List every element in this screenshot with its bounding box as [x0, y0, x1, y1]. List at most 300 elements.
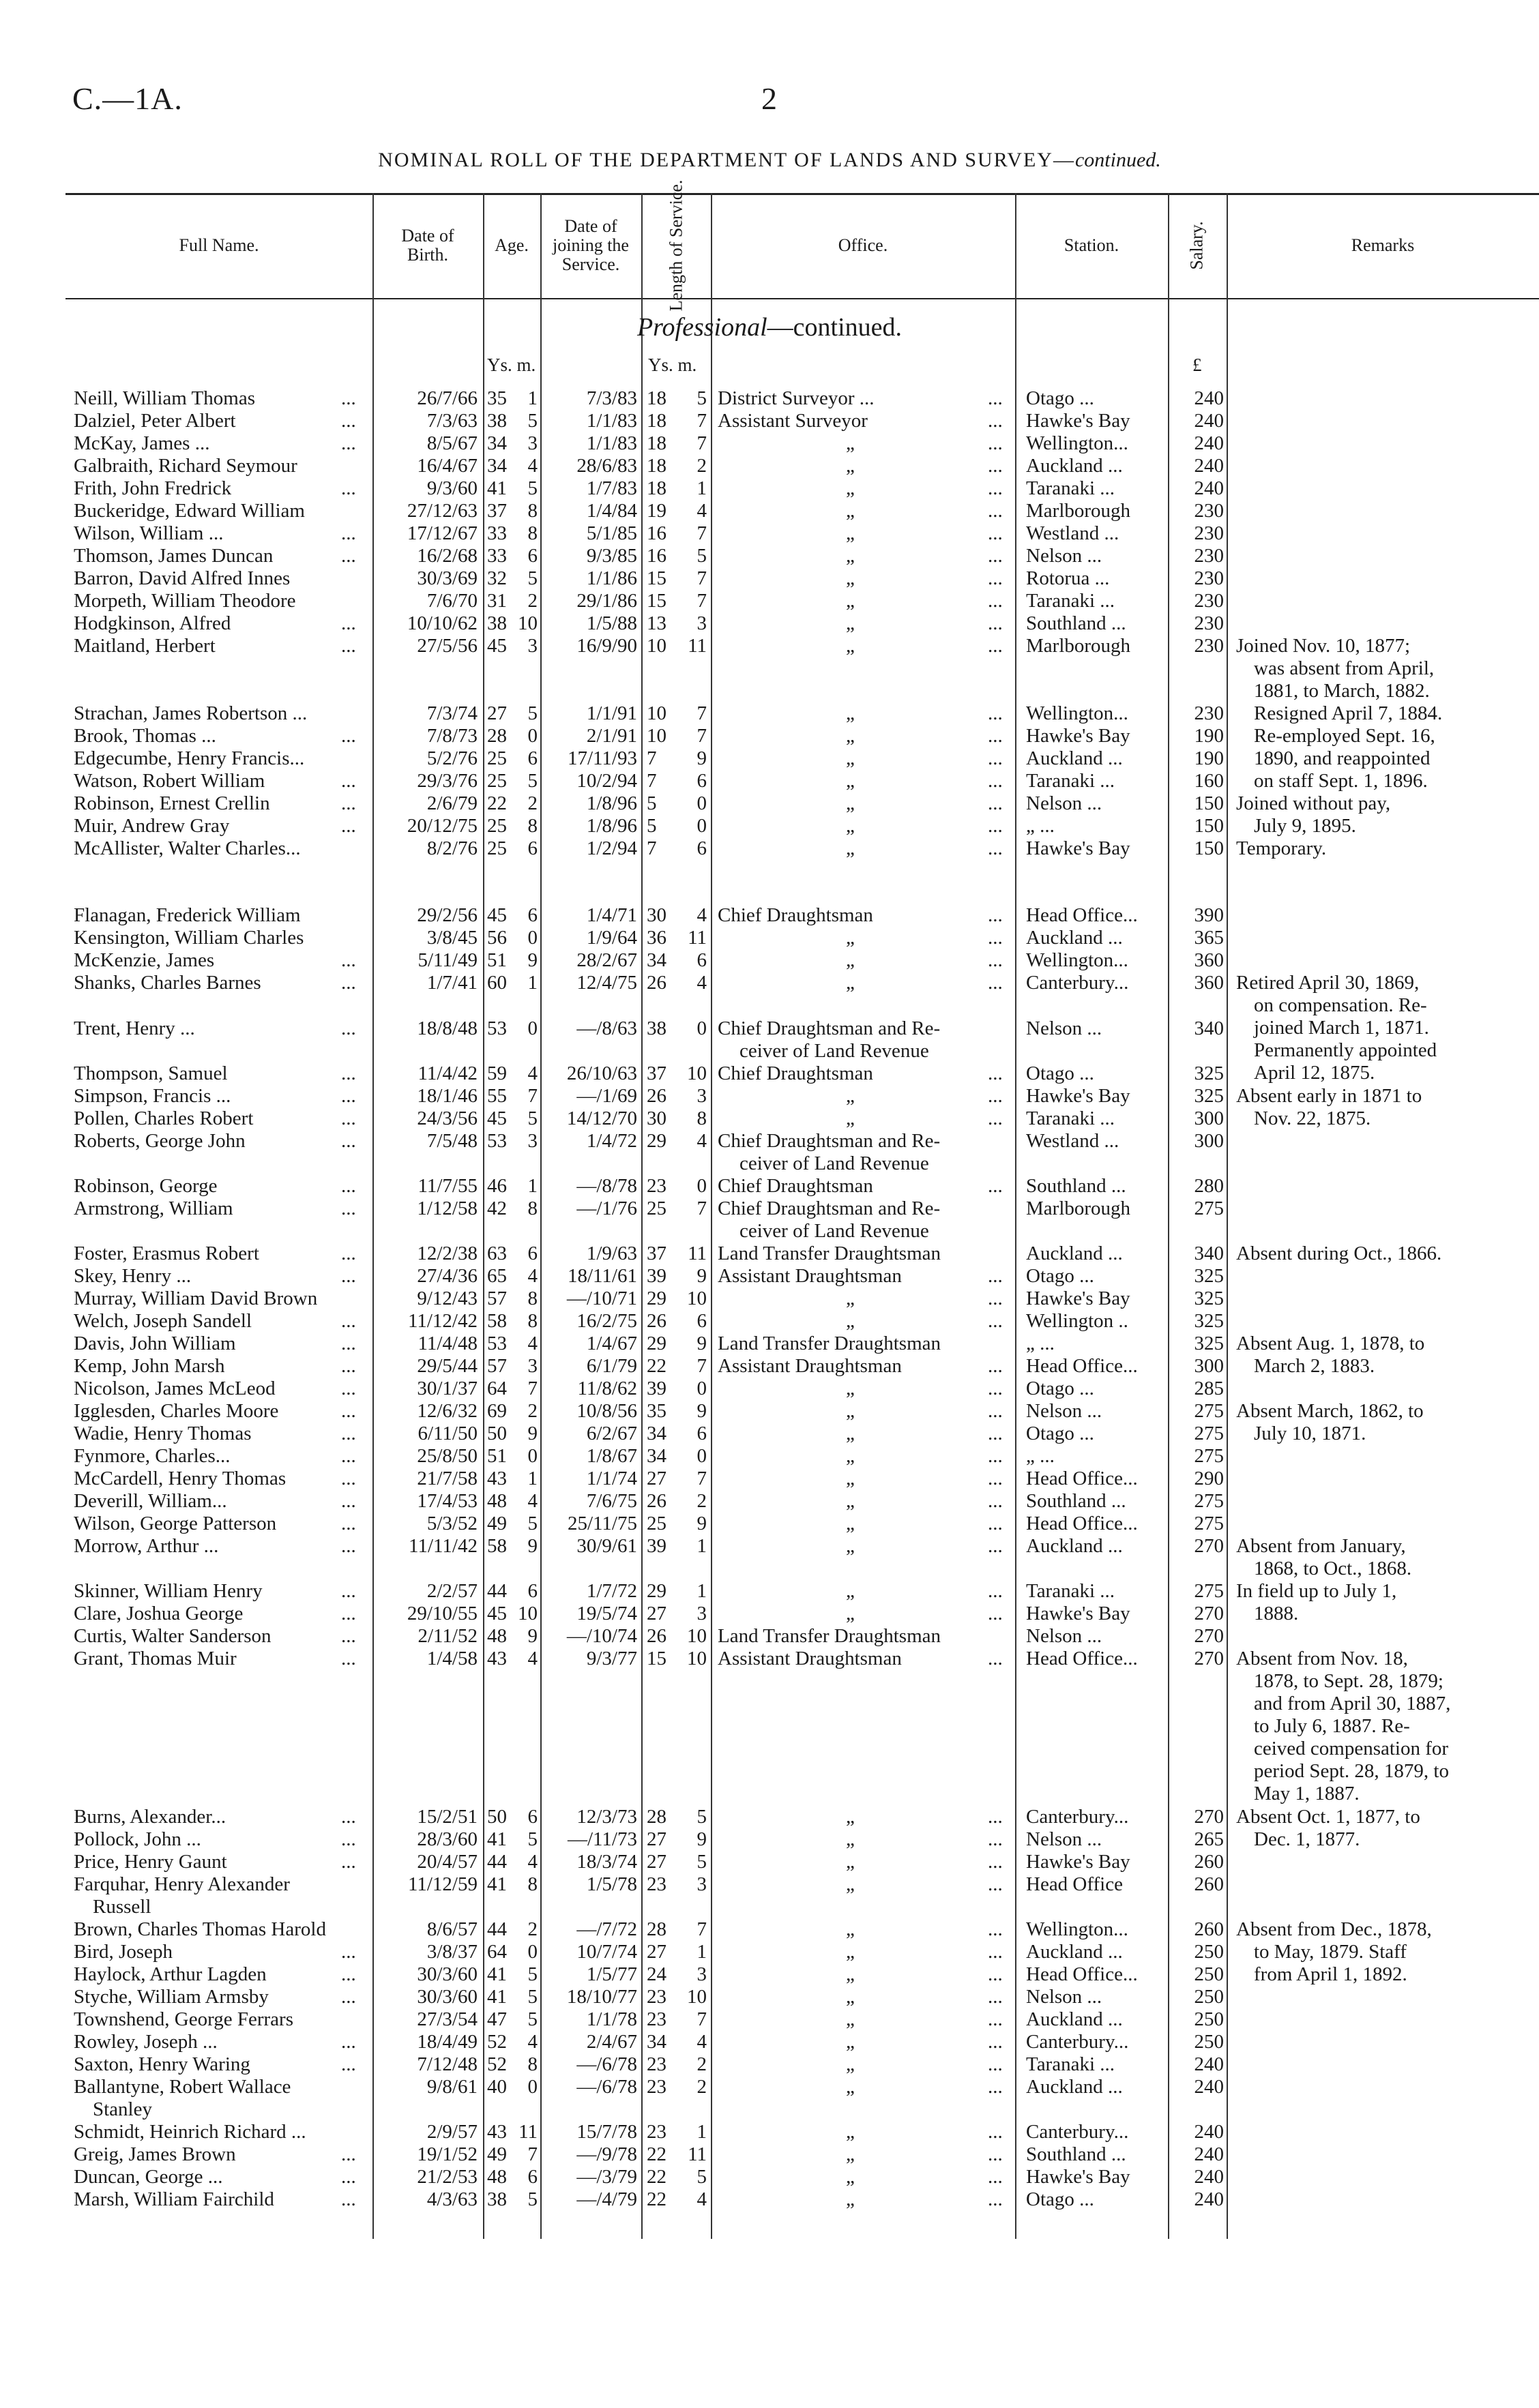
row-service-years: 37 [647, 1062, 666, 1084]
row-age-years: 60 [487, 972, 507, 994]
row-age-months: 8 [527, 2053, 538, 2075]
row-office: „ [846, 1445, 855, 1467]
row-service-months: 10 [687, 1625, 707, 1647]
row-joined-date: —/6/78 [576, 2053, 637, 2075]
row-age-months: 0 [527, 1445, 538, 1467]
row-salary: 240 [1194, 2121, 1224, 2143]
row-station: Westland ... [1026, 522, 1119, 544]
row-service-months: 3 [697, 1963, 707, 1985]
row-joined-date: 1/5/88 [586, 612, 637, 634]
row-service-months: 7 [697, 725, 707, 747]
row-age-years: 49 [487, 2143, 507, 2165]
row-service-years: 28 [647, 1806, 666, 1828]
row-service-months: 3 [697, 1603, 707, 1624]
row-salary: 260 [1194, 1873, 1224, 1895]
row-salary: 270 [1194, 1806, 1224, 1828]
row-office-leader: ... [988, 1603, 1003, 1624]
row-salary: 250 [1194, 1963, 1224, 1985]
row-name: Foster, Erasmus Robert [74, 1243, 259, 1264]
row-service-years: 15 [647, 1648, 666, 1669]
row-office-leader: ... [988, 387, 1003, 409]
row-office: Assistant Draughtsman [718, 1648, 902, 1669]
row-age-months: 3 [527, 1355, 538, 1377]
remark-line: on compensation. Re- [1254, 994, 1427, 1016]
remark-line: from April 1, 1892. [1254, 1963, 1407, 1985]
row-birth-date: 18/1/46 [417, 1085, 478, 1107]
row-office-leader: ... [988, 2076, 1003, 2098]
row-age-months: 1 [527, 387, 538, 409]
row-age-months: 8 [527, 522, 538, 544]
row-service-years: 29 [647, 1288, 666, 1309]
row-name-leader: ... [341, 1445, 356, 1467]
column-header-station: Station. [1064, 235, 1119, 255]
row-station: Hawke's Bay [1026, 410, 1130, 432]
row-office: „ [846, 1603, 855, 1624]
row-name: Murray, William David Brown [74, 1288, 318, 1309]
row-service-months: 7 [697, 410, 707, 432]
row-salary: 325 [1194, 1288, 1224, 1309]
row-name-leader: ... [341, 792, 356, 814]
row-age-years: 40 [487, 2076, 507, 2098]
remark-line: Absent Oct. 1, 1877, to [1236, 1806, 1420, 1828]
remark-note [1236, 1333, 1479, 1378]
row-station: Head Office... [1026, 904, 1138, 926]
row-age-years: 45 [487, 1108, 507, 1129]
row-age-years: 46 [487, 1175, 507, 1197]
row-name-leader: ... [341, 1085, 356, 1107]
row-joined-date: 11/8/62 [577, 1378, 637, 1399]
row-service-months: 9 [697, 1400, 707, 1422]
row-age-months: 8 [527, 1310, 538, 1332]
row-office: „ [846, 972, 855, 994]
row-birth-date: 21/7/58 [417, 1468, 478, 1489]
row-service-months: 1 [697, 1941, 707, 1963]
row-office-leader: ... [988, 949, 1003, 971]
row-office-leader: ... [988, 1941, 1003, 1963]
page-title [0, 149, 1539, 172]
row-office: „ [846, 1490, 855, 1512]
remark-note [1236, 1400, 1479, 1445]
row-birth-date: 3/8/45 [426, 927, 478, 949]
row-birth-date: 8/6/57 [426, 1918, 478, 1940]
row-station: „ ... [1026, 815, 1055, 837]
row-station: Auckland ... [1026, 2076, 1123, 2098]
row-age-years: 48 [487, 1625, 507, 1647]
row-service-years: 27 [647, 1828, 666, 1850]
row-station: Marlborough [1026, 1198, 1131, 1219]
row-age-years: 44 [487, 1918, 507, 1940]
row-birth-date: 17/12/67 [407, 522, 478, 544]
row-office-leader: ... [988, 1468, 1003, 1489]
column-header-joined: Date of joining the Service. [553, 216, 629, 274]
row-name: Kensington, William Charles [74, 927, 304, 949]
row-birth-date: 21/2/53 [417, 2166, 478, 2188]
row-age-months: 7 [527, 2143, 538, 2165]
row-name: Grant, Thomas Muir [74, 1648, 237, 1669]
row-age-months: 1 [527, 972, 538, 994]
row-station: Marlborough [1026, 500, 1131, 522]
row-birth-date: 12/6/32 [417, 1400, 478, 1422]
row-salary: 265 [1194, 1828, 1224, 1850]
row-salary: 270 [1194, 1648, 1224, 1669]
row-age-months: 2 [527, 1400, 538, 1422]
row-station: Otago ... [1026, 1265, 1094, 1287]
row-office-leader: ... [988, 1108, 1003, 1129]
row-joined-date: 10/7/74 [576, 1941, 637, 1963]
row-age-years: 25 [487, 747, 507, 769]
row-salary: 240 [1194, 410, 1224, 432]
row-name: Trent, Henry ... [74, 1017, 195, 1039]
row-office-leader: ... [988, 1288, 1003, 1309]
row-service-years: 5 [647, 815, 657, 837]
row-name-leader: ... [341, 1378, 356, 1399]
row-age-months: 8 [527, 1198, 538, 1219]
row-joined-date: 17/11/93 [567, 747, 637, 769]
row-office-leader: ... [988, 522, 1003, 544]
row-name: Brown, Charles Thomas Harold [74, 1918, 326, 1940]
row-joined-date: 7/6/75 [586, 1490, 637, 1512]
row-age-months: 9 [527, 1423, 538, 1444]
row-salary: 250 [1194, 1941, 1224, 1963]
page-title-continued: continued. [1074, 149, 1161, 171]
row-service-years: 22 [647, 2166, 666, 2188]
row-service-years: 34 [647, 1445, 666, 1467]
row-office-leader: ... [988, 1535, 1003, 1557]
row-service-years: 7 [647, 747, 657, 769]
row-name: Marsh, William Fairchild [74, 2188, 274, 2210]
row-service-years: 24 [647, 1963, 666, 1985]
row-service-years: 15 [647, 590, 666, 612]
row-office: „ [846, 477, 855, 499]
row-birth-date: 15/2/51 [417, 1806, 478, 1828]
row-name-leader: ... [341, 1580, 356, 1602]
row-birth-date: 2/6/79 [426, 792, 478, 814]
row-birth-date: 26/7/66 [417, 387, 478, 409]
row-station: Taranaki ... [1026, 590, 1115, 612]
row-birth-date: 17/4/53 [417, 1490, 478, 1512]
row-salary: 360 [1194, 972, 1224, 994]
row-age-months: 4 [527, 1062, 538, 1084]
row-age-years: 38 [487, 612, 507, 634]
section-heading-italic: Professional [636, 313, 767, 342]
row-birth-date: 5/3/52 [426, 1513, 478, 1534]
row-salary: 275 [1194, 1580, 1224, 1602]
row-birth-date: 8/5/67 [426, 432, 478, 454]
row-service-months: 5 [697, 545, 707, 567]
row-birth-date: 20/4/57 [417, 1851, 478, 1873]
row-name-leader: ... [341, 972, 356, 994]
row-office-leader: ... [988, 1378, 1003, 1399]
row-age-years: 65 [487, 1265, 507, 1287]
row-station: Hawke's Bay [1026, 725, 1130, 747]
row-service-years: 23 [647, 2121, 666, 2143]
row-birth-date: 29/3/76 [417, 770, 478, 792]
remark-line: to July 6, 1887. Re- [1254, 1715, 1410, 1737]
row-age-months: 2 [527, 1918, 538, 1940]
row-age-years: 48 [487, 1490, 507, 1512]
remark-line: Joined Nov. 10, 1877; [1236, 635, 1411, 657]
row-service-months: 11 [688, 2143, 707, 2165]
row-station: Wellington... [1026, 949, 1128, 971]
row-salary: 275 [1194, 1490, 1224, 1512]
row-name: Galbraith, Richard Seymour [74, 455, 297, 477]
row-service-years: 27 [647, 1941, 666, 1963]
row-name: Wadie, Henry Thomas [74, 1423, 252, 1444]
remark-line: April 12, 1875. [1254, 1062, 1375, 1084]
row-birth-date: 2/9/57 [426, 2121, 478, 2143]
row-service-years: 30 [647, 904, 666, 926]
row-office: Chief Draughtsman [718, 904, 873, 926]
remark-note [1236, 1243, 1479, 1265]
row-age-years: 56 [487, 927, 507, 949]
row-station: Otago ... [1026, 387, 1094, 409]
column-header-salary-label: Salary. [1186, 221, 1207, 270]
row-age-months: 1 [527, 1175, 538, 1197]
remark-note [1236, 635, 1479, 792]
row-age-months: 3 [527, 1130, 538, 1152]
row-salary: 365 [1194, 927, 1224, 949]
row-salary: 340 [1194, 1243, 1224, 1264]
row-joined-date: 9/3/77 [586, 1648, 637, 1669]
row-office: „ [846, 1400, 855, 1422]
row-salary: 270 [1194, 1625, 1224, 1647]
row-office-leader: ... [988, 1310, 1003, 1332]
row-office-leader: ... [988, 1513, 1003, 1534]
row-service-years: 25 [647, 1513, 666, 1534]
row-salary: 240 [1194, 387, 1224, 409]
row-joined-date: —/7/72 [576, 1918, 637, 1940]
row-birth-date: 7/12/48 [417, 2053, 478, 2075]
row-service-years: 22 [647, 2188, 666, 2210]
row-service-years: 16 [647, 522, 666, 544]
row-service-years: 10 [647, 725, 666, 747]
row-name-leader: ... [341, 1468, 356, 1489]
row-service-years: 39 [647, 1378, 666, 1399]
row-joined-date: 12/4/75 [576, 972, 637, 994]
row-salary: 275 [1194, 1445, 1224, 1467]
row-joined-date: 26/10/63 [566, 1062, 637, 1084]
row-service-years: 29 [647, 1130, 666, 1152]
row-service-months: 11 [688, 1243, 707, 1264]
row-name: Farquhar, Henry Alexander [74, 1873, 290, 1895]
row-birth-date: 29/2/56 [417, 904, 478, 926]
row-joined-date: 2/1/91 [586, 725, 637, 747]
row-station: Wellington .. [1026, 1310, 1128, 1332]
row-office-leader: ... [988, 2121, 1003, 2143]
row-joined-date: 1/7/83 [586, 477, 637, 499]
row-station: Hawke's Bay [1026, 2166, 1130, 2188]
row-age-years: 58 [487, 1535, 507, 1557]
row-birth-date: 28/3/60 [417, 1828, 478, 1850]
row-station: Westland ... [1026, 1130, 1119, 1152]
row-age-months: 9 [527, 949, 538, 971]
row-joined-date: —/10/71 [566, 1288, 637, 1309]
row-station: Taranaki ... [1026, 2053, 1115, 2075]
row-service-years: 7 [647, 837, 657, 859]
row-station: Wellington... [1026, 432, 1128, 454]
row-name: Haylock, Arthur Lagden [74, 1963, 267, 1985]
row-age-years: 43 [487, 1648, 507, 1669]
row-age-months: 0 [527, 725, 538, 747]
row-office-leader: ... [988, 1963, 1003, 1985]
row-office: Assistant Draughtsman [718, 1265, 902, 1287]
row-age-months: 4 [527, 1851, 538, 1873]
row-office: „ [846, 1580, 855, 1602]
row-salary: 280 [1194, 1175, 1224, 1197]
row-age-years: 53 [487, 1130, 507, 1152]
row-service-months: 0 [697, 1378, 707, 1399]
row-salary: 275 [1194, 1423, 1224, 1444]
row-service-months: 7 [697, 1468, 707, 1489]
row-name: Robinson, George [74, 1175, 218, 1197]
row-age-years: 53 [487, 1333, 507, 1354]
row-name-continued: Stanley [93, 2098, 152, 2120]
row-station: Canterbury... [1026, 1806, 1129, 1828]
row-office-leader: ... [988, 432, 1003, 454]
row-service-months: 0 [697, 815, 707, 837]
row-service-months: 2 [697, 455, 707, 477]
row-service-months: 6 [697, 1423, 707, 1444]
row-name: Clare, Joshua George [74, 1603, 244, 1624]
row-name-leader: ... [341, 1625, 356, 1647]
row-salary: 325 [1194, 1062, 1224, 1084]
row-name: Shanks, Charles Barnes [74, 972, 261, 994]
row-name-leader: ... [341, 1941, 356, 1963]
row-service-years: 26 [647, 1625, 666, 1647]
row-age-months: 0 [527, 1941, 538, 1963]
row-joined-date: 1/8/96 [586, 792, 637, 814]
row-service-years: 38 [647, 1017, 666, 1039]
row-service-years: 39 [647, 1265, 666, 1287]
remark-line: was absent from April, [1254, 657, 1435, 679]
row-age-years: 22 [487, 792, 507, 814]
row-name-leader: ... [341, 1603, 356, 1624]
remark-line: Absent from January, [1236, 1535, 1406, 1557]
row-service-months: 9 [697, 1828, 707, 1850]
row-service-months: 10 [687, 1288, 707, 1309]
row-joined-date: —/11/73 [567, 1828, 637, 1850]
row-service-months: 7 [697, 432, 707, 454]
row-office-leader: ... [988, 1648, 1003, 1669]
row-service-months: 3 [697, 1085, 707, 1107]
row-joined-date: 1/1/83 [586, 432, 637, 454]
row-office: „ [846, 1963, 855, 1985]
row-service-months: 10 [687, 1062, 707, 1084]
row-birth-date: 9/12/43 [417, 1288, 478, 1309]
row-name: Armstrong, William [74, 1198, 233, 1219]
row-salary: 340 [1194, 1017, 1224, 1039]
row-salary: 250 [1194, 2008, 1224, 2030]
remark-line: Absent from Dec., 1878, [1236, 1918, 1432, 1940]
row-office-leader: ... [988, 1806, 1003, 1828]
row-birth-date: 1/12/58 [417, 1198, 478, 1219]
row-office: „ [846, 1918, 855, 1940]
row-birth-date: 11/7/55 [417, 1175, 478, 1197]
row-service-years: 25 [647, 1198, 666, 1219]
row-office: Land Transfer Draughtsman [718, 1333, 941, 1354]
row-joined-date: 1/1/91 [586, 702, 637, 724]
row-birth-date: 24/3/56 [417, 1108, 478, 1129]
row-station: Nelson ... [1026, 545, 1102, 567]
row-office: Assistant Surveyor [718, 410, 868, 432]
row-age-months: 10 [518, 1603, 538, 1624]
row-salary: 260 [1194, 1851, 1224, 1873]
row-birth-date: 5/11/49 [417, 949, 478, 971]
row-joined-date: —/8/63 [576, 1017, 637, 1039]
row-salary: 325 [1194, 1333, 1224, 1354]
row-office: „ [846, 1085, 855, 1107]
remark-line: 1868, to Oct., 1868. [1254, 1558, 1412, 1579]
row-age-months: 0 [527, 1017, 538, 1039]
row-service-months: 10 [687, 1648, 707, 1669]
row-birth-date: 27/3/54 [417, 2008, 478, 2030]
row-service-months: 0 [697, 1175, 707, 1197]
row-office: Chief Draughtsman and Re- [718, 1017, 941, 1039]
row-name: Fynmore, Charles... [74, 1445, 231, 1467]
row-salary: 230 [1194, 635, 1224, 657]
row-name-leader: ... [341, 1423, 356, 1444]
row-service-months: 9 [697, 1513, 707, 1534]
column-header-remarks: Remarks [1351, 235, 1415, 255]
row-office: Chief Draughtsman and Re- [718, 1130, 941, 1152]
row-office: „ [846, 1288, 855, 1309]
row-office: „ [846, 612, 855, 634]
remark-line: 1881, to March, 1882. [1254, 680, 1430, 702]
row-salary: 300 [1194, 1108, 1224, 1129]
row-office-leader: ... [988, 725, 1003, 747]
row-office: „ [846, 2121, 855, 2143]
row-salary: 230 [1194, 590, 1224, 612]
row-name: Thompson, Samuel [74, 1062, 228, 1084]
row-birth-date: 29/10/55 [407, 1603, 478, 1624]
row-salary: 230 [1194, 567, 1224, 589]
row-salary: 270 [1194, 1603, 1224, 1624]
row-age-years: 64 [487, 1941, 507, 1963]
row-salary: 260 [1194, 1918, 1224, 1940]
row-station: Rotorua ... [1026, 567, 1110, 589]
row-salary: 150 [1194, 815, 1224, 837]
row-salary: 290 [1194, 1468, 1224, 1489]
row-name-leader: ... [341, 1108, 356, 1129]
row-birth-date: 4/3/63 [426, 2188, 478, 2210]
row-joined-date: 1/1/83 [586, 410, 637, 432]
row-joined-date: 16/2/75 [576, 1310, 637, 1332]
row-station: Auckland ... [1026, 1243, 1123, 1264]
row-office-leader: ... [988, 477, 1003, 499]
remark-line: 1888. [1254, 1603, 1299, 1624]
row-salary: 160 [1194, 770, 1224, 792]
row-office-leader: ... [988, 1062, 1003, 1084]
row-station: Head Office... [1026, 1648, 1138, 1669]
row-birth-date: 18/8/48 [417, 1017, 478, 1039]
row-service-years: 29 [647, 1333, 666, 1354]
remark-line: Absent March, 1862, to [1236, 1400, 1424, 1422]
row-office: „ [846, 1851, 855, 1873]
row-office: „ [846, 567, 855, 589]
row-age-months: 7 [527, 1378, 538, 1399]
row-office: „ [846, 2076, 855, 2098]
remark-note [1236, 837, 1479, 860]
row-service-months: 5 [697, 2166, 707, 2188]
row-name-leader: ... [341, 2166, 356, 2188]
row-joined-date: 5/1/85 [586, 522, 637, 544]
row-office-leader: ... [988, 1423, 1003, 1444]
row-joined-date: —/1/76 [576, 1198, 637, 1219]
row-joined-date: 1/8/67 [586, 1445, 637, 1467]
remark-line: to May, 1879. Staff [1254, 1941, 1407, 1963]
row-office: „ [846, 949, 855, 971]
row-service-months: 0 [697, 792, 707, 814]
